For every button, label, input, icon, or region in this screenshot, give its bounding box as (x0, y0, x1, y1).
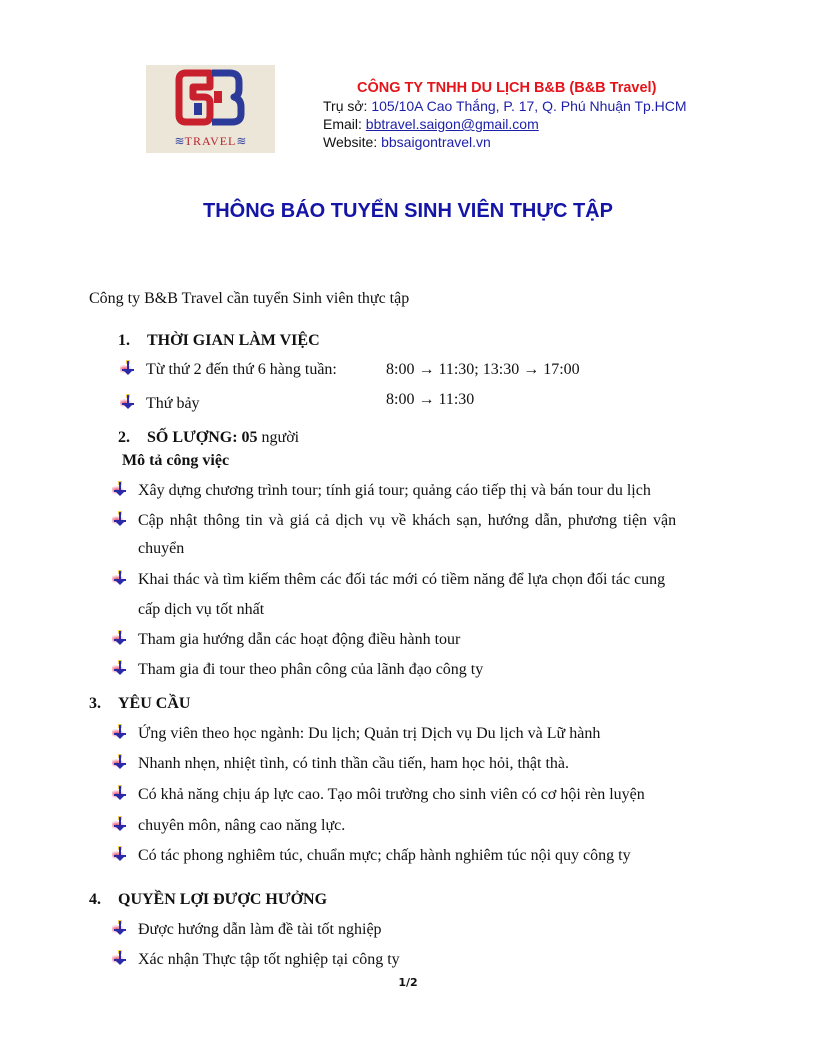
company-logo (146, 65, 275, 153)
schedule-time: 8:00 → 11:30; 13:30 → 17:00 (386, 361, 580, 378)
job-description-heading: Mô tả công việc (122, 452, 230, 469)
bullet-icon (112, 920, 128, 936)
list-item: Có khả năng chịu áp lực cao. Tạo môi trường cho sinh viên có cơ hội rèn luyện (138, 786, 645, 803)
list-item: Tham gia hướng dẫn các hoạt động điều hành tour (138, 631, 461, 648)
bullet-icon (120, 394, 136, 410)
section-2-heading: 2. SỐ LƯỢNG: 05 người (118, 429, 300, 446)
address-line: Trụ sở: 105/10A Cao Thắng, P. 17, Q. Phú Nhuận Tp.HCM (323, 98, 687, 114)
list-item-continued: cấp dịch vụ tốt nhất (138, 601, 265, 618)
list-item: Xây dựng chương trình tour; tính giá tour; quảng cáo tiếp thị và bán tour du lịch (138, 482, 651, 499)
bullet-icon (112, 481, 128, 497)
bullet-icon (112, 816, 128, 832)
list-item: Có tác phong nghiêm túc, chuẩn mực; chấp hành nghiêm túc nội quy công ty (138, 847, 631, 864)
website-line: Website: bbsaigontravel.vn (323, 134, 491, 150)
schedule-time: 8:00 → 11:30 (386, 391, 475, 408)
address-value: 105/10A Cao Thắng, P. 17, Q. Phú Nhuận Tp.HCM (371, 98, 687, 114)
schedule-label: Thứ bảy (146, 395, 200, 412)
bullet-icon (112, 785, 128, 801)
wave-icon: ≋ (236, 134, 247, 148)
intro-text: Công ty B&B Travel cần tuyển Sinh viên thực tập (89, 290, 410, 307)
list-item-continued: chuyển (138, 540, 185, 557)
list-item: Tham gia đi tour theo phân công của lãnh đạo công ty (138, 661, 484, 678)
logo-wordmark: ≋TRAVEL≋ (174, 134, 247, 148)
section-1-heading: 1. THỜI GIAN LÀM VIỆC (118, 332, 320, 349)
bullet-icon (112, 511, 128, 527)
email-link[interactable]: bbtravel.saigon@gmail.com (365, 116, 539, 132)
section-4-heading: 4. QUYỀN LỢI ĐƯỢC HƯỞNG (89, 891, 328, 908)
list-item: Xác nhận Thực tập tốt nghiệp tại công ty (138, 951, 400, 968)
list-item: Nhanh nhẹn, nhiệt tình, có tinh thần cầu tiến, ham học hỏi, thật thà. (138, 755, 570, 772)
website-value[interactable]: bbsaigontravel.vn (381, 134, 491, 150)
list-item: chuyên môn, nâng cao năng lực. (138, 817, 346, 834)
list-item: Ứng viên theo học ngành: Du lịch; Quản trị Dịch vụ Du lịch và Lữ hành (138, 725, 601, 742)
list-item: Khai thác và tìm kiếm thêm các đối tác mới có tiềm năng để lựa chọn đối tác cung (138, 571, 666, 588)
bullet-icon (112, 724, 128, 740)
bullet-icon (112, 660, 128, 676)
list-item: Được hướng dẫn làm đề tài tốt nghiệp (138, 921, 382, 938)
bullet-icon (112, 754, 128, 770)
page-number: 1/2 (398, 976, 418, 989)
section-3-heading: 3. YÊU CẦU (89, 695, 191, 712)
bullet-icon (112, 630, 128, 646)
bb-logo-icon (146, 65, 275, 135)
page-title: THÔNG BÁO TUYỂN SINH VIÊN THỰC TẬP (203, 200, 613, 222)
bullet-icon (112, 570, 128, 586)
wave-icon: ≋ (174, 134, 185, 148)
bullet-icon (112, 846, 128, 862)
list-item: Cập nhật thông tin và giá cả dịch vụ về khách sạn, hướng dẫn, phương tiện vận (138, 512, 677, 529)
bullet-icon (112, 950, 128, 966)
company-name: CÔNG TY TNHH DU LỊCH B&B (B&B Travel) (357, 80, 657, 96)
schedule-label: Từ thứ 2 đến thứ 6 hàng tuần: (146, 361, 337, 378)
email-line: Email: bbtravel.saigon@gmail.com (323, 116, 539, 132)
bullet-icon (120, 360, 136, 376)
company-info (323, 79, 703, 151)
